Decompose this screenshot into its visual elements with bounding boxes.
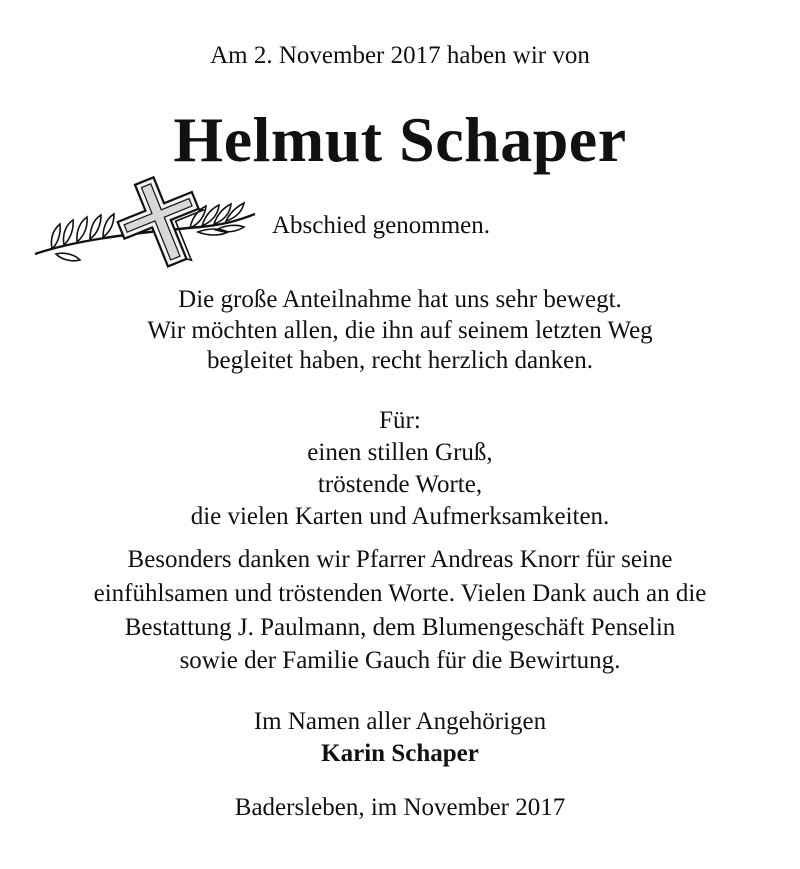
for-line: einen stillen Gruß, <box>307 439 493 466</box>
thanks-line: Die große Anteilnahme hat uns sehr bewegt. <box>178 286 622 313</box>
special-thanks-line: Besonders danken wir Pfarrer Andreas Knorr für seine <box>127 546 673 573</box>
for-line: die vielen Karten und Aufmerksamkeiten. <box>190 503 610 530</box>
farewell-text: Abschied genommen. <box>272 212 491 239</box>
on-behalf-text: Im Namen aller Angehörigen <box>253 708 547 735</box>
intro-text: Am 2. November 2017 haben wir von <box>210 42 590 69</box>
cross-with-palm-branch-icon <box>30 172 270 272</box>
signer-name: Karin Schaper <box>321 740 479 767</box>
place-date-text: Badersleben, im November 2017 <box>234 794 566 821</box>
for-line: Für: <box>379 407 421 434</box>
thanks-line: begleitet haben, recht herzlich danken. <box>207 347 593 374</box>
special-thanks-line: Bestattung J. Paulmann, dem Blumengeschäft Penselin <box>124 614 676 641</box>
thanks-line: Wir möchten allen, die ihn auf seinem letzten Weg <box>147 317 653 344</box>
for-line: tröstende Worte, <box>317 471 483 498</box>
special-thanks-line: einfühlsamen und tröstenden Worte. Vielen Dank auch an die <box>93 580 707 607</box>
deceased-name: Helmut Schaper <box>173 104 627 175</box>
special-thanks-line: sowie der Familie Gauch für die Bewirtung. <box>179 647 621 674</box>
